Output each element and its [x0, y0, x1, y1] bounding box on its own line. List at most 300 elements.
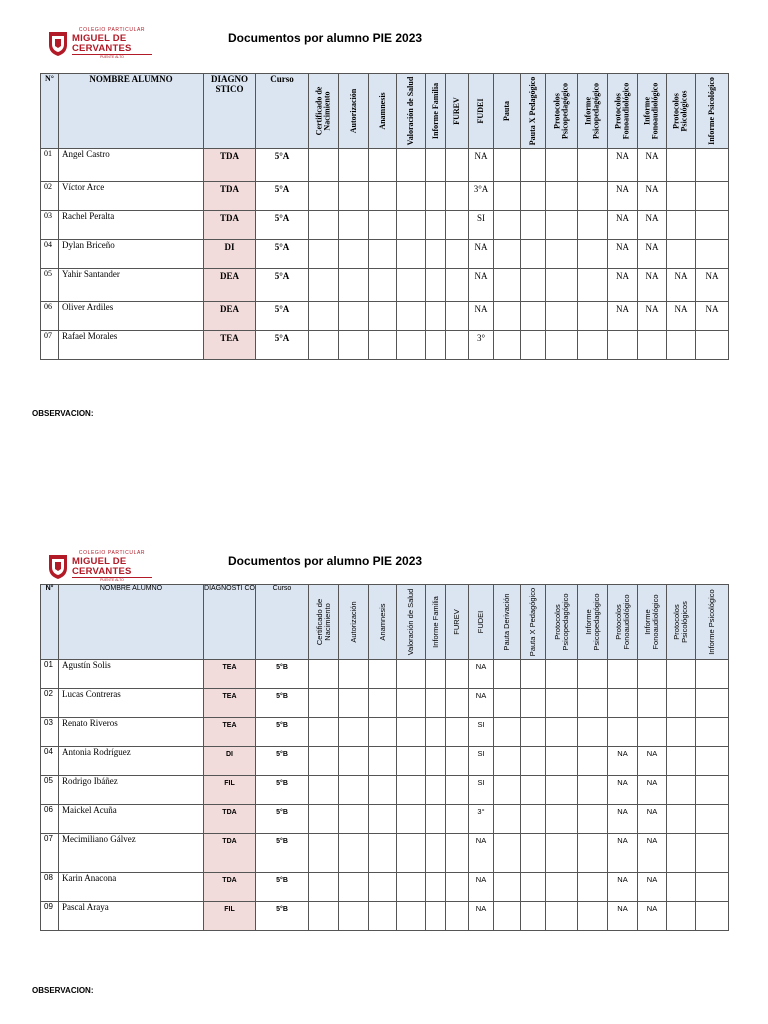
col-header-doc: Informe Fonoaudiológico [638, 74, 667, 149]
document-status-cell [696, 689, 729, 718]
document-status-cell: NA [469, 902, 494, 931]
document-status-cell [446, 302, 469, 331]
row-number-cell: 02 [41, 689, 59, 718]
document-status-cell [578, 718, 608, 747]
curso-cell: 5°B [256, 834, 309, 873]
document-status-cell [521, 834, 546, 873]
document-status-cell [696, 331, 729, 360]
document-status-cell [578, 689, 608, 718]
col-header-doc: Informe Fonoaudiológico [638, 585, 667, 660]
table-row [41, 873, 729, 902]
document-status-cell [608, 331, 638, 360]
curso-cell: 5°A [256, 302, 309, 331]
document-status-cell [339, 149, 369, 182]
document-status-cell [578, 834, 608, 873]
row-number-cell: 06 [41, 302, 59, 331]
logo-subtitle: PUENTE ALTO [100, 55, 124, 60]
document-status-cell [667, 182, 696, 211]
document-status-cell [638, 689, 667, 718]
document-status-cell [494, 302, 521, 331]
document-status-cell [397, 302, 426, 331]
document-status-cell [309, 776, 339, 805]
document-status-cell: SI [469, 747, 494, 776]
document-status-cell [446, 873, 469, 902]
document-status-cell [578, 211, 608, 240]
document-status-cell [446, 149, 469, 182]
document-status-cell [446, 660, 469, 689]
document-status-cell [339, 211, 369, 240]
document-status-cell [578, 240, 608, 269]
document-status-cell: SI [469, 718, 494, 747]
row-number-cell: 03 [41, 718, 59, 747]
document-status-cell [397, 149, 426, 182]
document-status-cell [521, 805, 546, 834]
document-status-cell [667, 240, 696, 269]
student-name-cell: Rachel Peralta [59, 211, 204, 240]
col-header-name: NOMBRE ALUMNO [59, 585, 204, 660]
student-name-cell: Maickel Acuña [59, 805, 204, 834]
diagnostico-cell: TEA [204, 660, 256, 689]
row-number-cell: 02 [41, 182, 59, 211]
document-status-cell [578, 182, 608, 211]
document-status-cell [546, 805, 578, 834]
col-header-doc: FUDEI [469, 585, 494, 660]
col-header-doc: Informe Psicológico [696, 74, 729, 149]
page-title: Documentos por alumno PIE 2023 [228, 31, 423, 45]
document-status-cell [339, 331, 369, 360]
document-status-cell: NA [608, 269, 638, 302]
logo-small-text: COLEGIO PARTICULAR [78, 550, 146, 557]
document-status-cell [546, 718, 578, 747]
document-status-cell [546, 269, 578, 302]
document-status-cell [696, 211, 729, 240]
col-header-curso: Curso [256, 585, 309, 660]
diagnostico-cell: DEA [204, 302, 256, 331]
observacion-label: OBSERVACION: [32, 409, 94, 418]
document-status-cell [426, 182, 446, 211]
document-status-cell [521, 211, 546, 240]
diagnostico-cell: TDA [204, 149, 256, 182]
school-crest-icon [48, 31, 68, 57]
document-status-cell [426, 805, 446, 834]
logo-small-text: COLEGIO PARTICULAR [78, 27, 146, 34]
table-row [41, 211, 729, 240]
col-header-doc: Protocolos Psicopedagógico [546, 585, 578, 660]
document-status-cell: NA [608, 211, 638, 240]
col-header-doc: FUDEI [469, 74, 494, 149]
document-status-cell [339, 240, 369, 269]
curso-cell: 5°A [256, 211, 309, 240]
row-number-cell: 04 [41, 240, 59, 269]
document-status-cell [494, 269, 521, 302]
document-status-cell: NA [638, 149, 667, 182]
curso-cell: 5°B [256, 718, 309, 747]
document-status-cell [608, 689, 638, 718]
logo-subtitle: PUENTE ALTO [100, 578, 124, 583]
diagnostico-cell: DI [204, 747, 256, 776]
document-status-cell [369, 182, 397, 211]
document-status-cell [494, 834, 521, 873]
student-name-cell: Oliver Ardiles [59, 302, 204, 331]
document-status-cell [369, 689, 397, 718]
document-status-cell [578, 776, 608, 805]
row-number-cell: 01 [41, 660, 59, 689]
col-header-doc: FUREV [446, 74, 469, 149]
table-row [41, 834, 729, 873]
curso-cell: 5°A [256, 269, 309, 302]
logo-school-name: MIGUEL DE CERVANTES [72, 556, 132, 577]
table-row [41, 902, 729, 931]
document-status-cell [696, 902, 729, 931]
document-status-cell [309, 834, 339, 873]
document-status-cell [397, 269, 426, 302]
col-header-doc: Informe Psicológico [696, 585, 729, 660]
col-header-doc: Informe Psicopedagógico [578, 74, 608, 149]
curso-cell: 5°B [256, 776, 309, 805]
document-status-cell: NA [696, 269, 729, 302]
table-row [41, 660, 729, 689]
table-header-row [41, 74, 729, 149]
document-status-cell [369, 211, 397, 240]
document-status-cell [397, 834, 426, 873]
col-header-doc: Valoración de Salud [397, 74, 426, 149]
document-status-cell [369, 331, 397, 360]
document-status-cell [546, 182, 578, 211]
document-status-cell [397, 718, 426, 747]
student-name-cell: Rafael Morales [59, 331, 204, 360]
col-header-curso: Curso [256, 74, 309, 149]
document-status-cell: NA [638, 902, 667, 931]
school-logo [48, 27, 152, 60]
student-name-cell: Lucas Contreras [59, 689, 204, 718]
table-row [41, 747, 729, 776]
document-status-cell [309, 269, 339, 302]
table-row [41, 269, 729, 302]
document-status-cell: NA [638, 873, 667, 902]
document-status-cell [369, 834, 397, 873]
document-status-cell [494, 331, 521, 360]
document-status-cell: NA [667, 269, 696, 302]
col-header-doc: Certificado de Nacimiento [309, 585, 339, 660]
document-status-cell [696, 660, 729, 689]
document-status-cell [494, 149, 521, 182]
document-status-cell [426, 747, 446, 776]
document-status-cell [578, 331, 608, 360]
document-status-cell [339, 747, 369, 776]
document-status-cell: NA [469, 660, 494, 689]
col-header-doc: FUREV [446, 585, 469, 660]
document-status-cell [546, 302, 578, 331]
document-status-cell [494, 211, 521, 240]
col-header-doc: Pauta [494, 74, 521, 149]
document-status-cell [339, 302, 369, 331]
document-status-cell [494, 240, 521, 269]
col-header-doc: Certificado de Nacimiento [309, 74, 339, 149]
document-status-cell [309, 660, 339, 689]
document-status-cell [521, 660, 546, 689]
row-number-cell: 01 [41, 149, 59, 182]
document-status-cell [696, 747, 729, 776]
table-row [41, 805, 729, 834]
document-status-cell [426, 718, 446, 747]
document-status-cell [546, 834, 578, 873]
table-header-row [41, 585, 729, 660]
row-number-cell: 05 [41, 269, 59, 302]
student-name-cell: Antonia Rodríguez [59, 747, 204, 776]
logo-school-name: MIGUEL DE CERVANTES [72, 33, 132, 54]
row-number-cell: 08 [41, 873, 59, 902]
document-status-cell [667, 718, 696, 747]
document-status-cell [426, 331, 446, 360]
curso-cell: 5°A [256, 182, 309, 211]
document-status-cell [426, 240, 446, 269]
document-status-cell: NA [469, 689, 494, 718]
document-status-cell: NA [469, 149, 494, 182]
document-status-cell [426, 302, 446, 331]
col-header-doc: Protocolos Fonoaudiológico [608, 585, 638, 660]
document-status-cell [521, 269, 546, 302]
col-header-doc: Informe Familia [426, 74, 446, 149]
document-status-cell [494, 718, 521, 747]
document-status-cell [426, 660, 446, 689]
col-header-doc: Anamnesis [369, 74, 397, 149]
document-status-cell [397, 747, 426, 776]
document-status-cell [369, 805, 397, 834]
document-status-cell [369, 873, 397, 902]
document-status-cell [426, 873, 446, 902]
document-status-cell [426, 149, 446, 182]
diagnostico-cell: TDA [204, 211, 256, 240]
document-status-cell [309, 902, 339, 931]
document-status-cell [578, 660, 608, 689]
document-status-cell [339, 269, 369, 302]
col-header-doc: Pauta X Pedagógico [521, 585, 546, 660]
observacion-label: OBSERVACION: [32, 986, 94, 995]
document-status-cell [546, 211, 578, 240]
diagnostico-cell: FIL [204, 902, 256, 931]
document-status-cell: NA [608, 182, 638, 211]
document-status-cell [494, 182, 521, 211]
col-header-diagnostico: DIAGNOSTI CO [204, 585, 256, 660]
table-row [41, 689, 729, 718]
table-body [41, 149, 729, 360]
curso-cell: 5°B [256, 873, 309, 902]
document-status-cell [339, 834, 369, 873]
document-status-cell [667, 834, 696, 873]
col-header-num: N° [41, 74, 59, 149]
document-status-cell: NA [469, 302, 494, 331]
diagnostico-cell: TEA [204, 331, 256, 360]
document-status-cell [521, 873, 546, 902]
document-status-cell [397, 873, 426, 902]
document-status-cell [521, 240, 546, 269]
document-status-cell [426, 211, 446, 240]
document-status-cell [521, 149, 546, 182]
row-number-cell: 09 [41, 902, 59, 931]
document-status-cell: NA [469, 240, 494, 269]
col-header-doc: Protocolos Psicológicos [667, 585, 696, 660]
table-row [41, 149, 729, 182]
curso-cell: 5°B [256, 902, 309, 931]
col-header-doc: Valoración de Salud [397, 585, 426, 660]
document-status-cell [446, 834, 469, 873]
document-status-cell [309, 718, 339, 747]
document-status-cell [667, 873, 696, 902]
student-name-cell: Dylan Briceño [59, 240, 204, 269]
col-header-doc: Autorización [339, 585, 369, 660]
diagnostico-cell: TEA [204, 689, 256, 718]
document-status-cell [369, 718, 397, 747]
document-status-cell [446, 902, 469, 931]
document-status-cell [494, 689, 521, 718]
document-status-cell [638, 660, 667, 689]
document-status-cell [696, 182, 729, 211]
document-status-cell: NA [638, 182, 667, 211]
document-status-cell [578, 902, 608, 931]
document-status-cell: NA [469, 834, 494, 873]
document-status-cell: 3°A [469, 182, 494, 211]
document-status-cell [578, 805, 608, 834]
document-status-cell [309, 182, 339, 211]
document-status-cell [521, 902, 546, 931]
row-number-cell: 07 [41, 834, 59, 873]
document-status-cell [667, 211, 696, 240]
document-status-cell [696, 149, 729, 182]
table-row [41, 182, 729, 211]
document-status-cell [426, 776, 446, 805]
documents-table [40, 73, 729, 360]
curso-cell: 5°B [256, 660, 309, 689]
col-header-doc: Protocolos Psicológicos [667, 74, 696, 149]
document-status-cell: NA [638, 747, 667, 776]
document-status-cell [494, 660, 521, 689]
student-name-cell: Mecimiliano Gálvez [59, 834, 204, 873]
document-status-cell [494, 873, 521, 902]
curso-cell: 5°A [256, 149, 309, 182]
document-status-cell [696, 776, 729, 805]
row-number-cell: 06 [41, 805, 59, 834]
diagnostico-cell: TDA [204, 805, 256, 834]
document-status-cell [638, 331, 667, 360]
document-status-cell [696, 718, 729, 747]
document-status-cell: NA [608, 776, 638, 805]
col-header-doc: Pauta X Pedagógico [521, 74, 546, 149]
document-status-cell [426, 269, 446, 302]
document-status-cell: NA [608, 805, 638, 834]
document-status-cell [667, 689, 696, 718]
document-status-cell [397, 182, 426, 211]
document-status-cell [446, 182, 469, 211]
table-row [41, 776, 729, 805]
document-status-cell [446, 211, 469, 240]
document-status-cell [667, 776, 696, 805]
diagnostico-cell: TDA [204, 834, 256, 873]
table-row [41, 240, 729, 269]
student-name-cell: Pascal Araya [59, 902, 204, 931]
document-status-cell [309, 689, 339, 718]
document-status-cell [339, 718, 369, 747]
diagnostico-cell: DEA [204, 269, 256, 302]
document-status-cell [446, 718, 469, 747]
document-status-cell: NA [667, 302, 696, 331]
row-number-cell: 04 [41, 747, 59, 776]
document-status-cell [446, 240, 469, 269]
document-status-cell [546, 240, 578, 269]
document-status-cell [369, 302, 397, 331]
document-status-cell [339, 902, 369, 931]
diagnostico-cell: TDA [204, 182, 256, 211]
document-status-cell: NA [638, 302, 667, 331]
document-status-cell [667, 660, 696, 689]
school-crest-icon [48, 554, 68, 580]
document-status-cell [667, 902, 696, 931]
document-status-cell: NA [638, 240, 667, 269]
document-status-cell [397, 331, 426, 360]
document-status-cell [578, 269, 608, 302]
document-status-cell [521, 302, 546, 331]
document-status-cell: NA [608, 902, 638, 931]
diagnostico-cell: TDA [204, 873, 256, 902]
document-status-cell [578, 302, 608, 331]
document-status-cell [309, 240, 339, 269]
table-row [41, 718, 729, 747]
document-status-cell [667, 149, 696, 182]
document-status-cell [369, 240, 397, 269]
curso-cell: 5°A [256, 331, 309, 360]
document-status-cell [494, 805, 521, 834]
document-status-cell [546, 873, 578, 902]
document-status-cell: NA [638, 211, 667, 240]
document-status-cell [446, 747, 469, 776]
document-status-cell [667, 331, 696, 360]
document-status-cell [578, 873, 608, 902]
document-status-cell [369, 902, 397, 931]
document-status-cell [397, 660, 426, 689]
document-status-cell: NA [608, 240, 638, 269]
document-status-cell [696, 240, 729, 269]
document-status-cell [521, 776, 546, 805]
document-status-cell [339, 182, 369, 211]
document-status-cell [667, 805, 696, 834]
document-status-cell [397, 902, 426, 931]
document-status-cell [369, 269, 397, 302]
document-status-cell [339, 805, 369, 834]
document-status-cell [494, 902, 521, 931]
document-status-cell [608, 718, 638, 747]
document-status-cell [667, 747, 696, 776]
documents-table [40, 584, 729, 931]
col-header-num: N° [41, 585, 59, 660]
document-status-cell [309, 805, 339, 834]
document-status-cell [309, 149, 339, 182]
document-status-cell [339, 776, 369, 805]
school-logo [48, 550, 152, 583]
document-status-cell: NA [638, 834, 667, 873]
row-number-cell: 07 [41, 331, 59, 360]
document-status-cell [546, 689, 578, 718]
document-status-cell [397, 776, 426, 805]
document-status-cell: NA [608, 747, 638, 776]
col-header-doc: Protocolos Psicopedagógico [546, 74, 578, 149]
document-status-cell [309, 873, 339, 902]
document-status-cell [446, 269, 469, 302]
document-status-cell [339, 873, 369, 902]
document-status-cell [521, 718, 546, 747]
document-status-cell [397, 240, 426, 269]
document-status-cell [494, 747, 521, 776]
col-header-name: NOMBRE ALUMNO [59, 74, 204, 149]
document-status-cell [369, 660, 397, 689]
